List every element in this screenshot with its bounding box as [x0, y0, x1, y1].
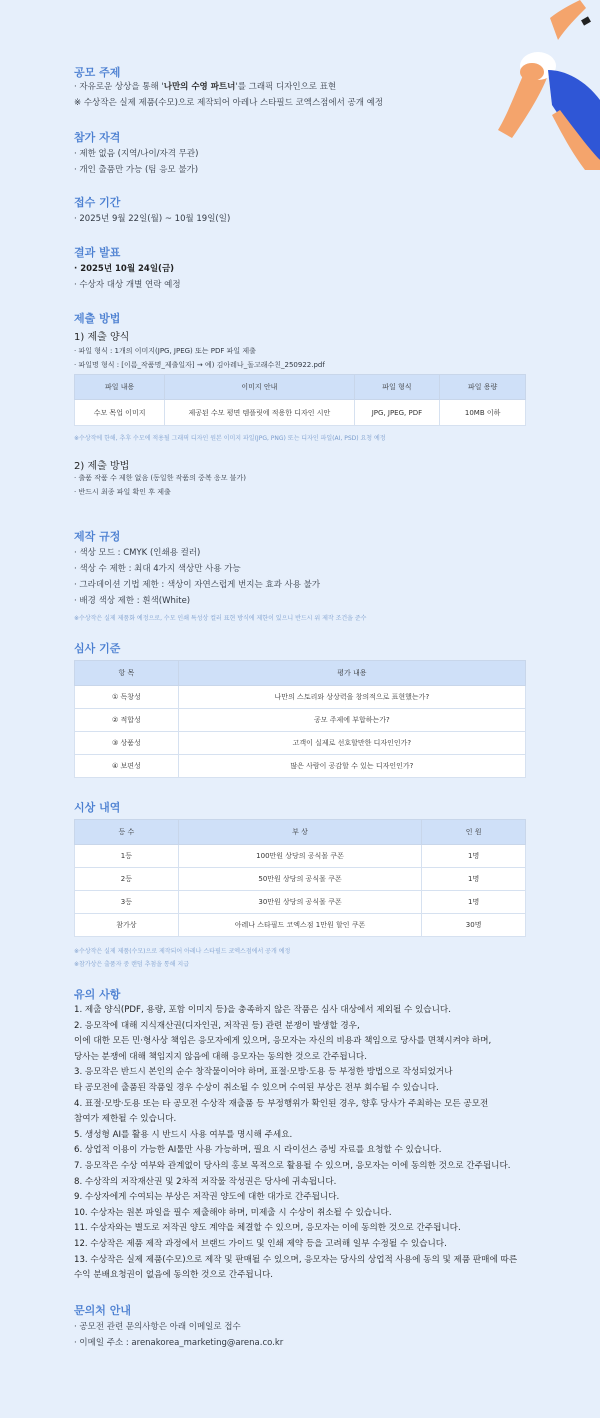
eligibility-title: 참가 자격 — [74, 131, 121, 144]
topic-line1: · 자유로운 상상을 통해 '나만의 수영 파트너'를 그래픽 디자인으로 표현 — [74, 82, 337, 92]
caution-line: 9. 수상자에게 수여되는 부상은 저작권 양도에 대한 대가로 간주됩니다. — [74, 1192, 340, 1203]
caution-line: 10. 수상자는 원본 파일을 필수 제출해야 하며, 미제출 시 수상이 취소될 수 있습니다. — [74, 1207, 392, 1218]
judging-cell: ① 독창성 — [75, 686, 179, 709]
submission-line: · 파일 형식 : 1개의 이미지(JPG, JPEG) 또는 PDF 파일 제출 — [74, 347, 256, 355]
submission-note: ※수상작에 한해, 추후 수모에 적용될 그래픽 디자인 원본 이미지 파일(JPG, PNG) 또는 디자인 파일(AI, PSD) 요청 예정 — [74, 435, 386, 442]
caution-line: 이에 대한 모든 민·형사상 책임은 응모자에게 있으며, 응모자는 자신의 비용과 책임으로 당사를 면책시켜야 하며, — [74, 1036, 492, 1047]
file-table-cell: 제공된 수모 평면 템플릿에 적용한 디자인 시안 — [165, 400, 354, 426]
awards-cell: 참가상 — [75, 914, 179, 937]
table-row — [75, 868, 526, 891]
judging-table — [74, 660, 526, 778]
submission-sub2: 2) 제출 방법 — [74, 461, 130, 472]
submission-sub1: 1) 제출 양식 — [74, 332, 130, 343]
awards-cell: 1명 — [422, 868, 526, 891]
period-line: · 2025년 9월 22일(월) ~ 10월 19일(일) — [74, 214, 231, 224]
caution-line: 7. 응모작은 수상 여부와 관계없이 당사의 홍보 목적으로 활용될 수 있으며, 응모자는 이에 동의한 것으로 간주됩니다. — [74, 1160, 511, 1171]
caution-line: 13. 수상작은 실제 제품(수모)으로 제작 및 판매될 수 있으며, 응모자는 당사의 상업적 사용에 동의 및 제품 판매에 따른 — [74, 1254, 518, 1265]
caution-line: 수익 분배요청권이 없음에 동의한 것으로 간주됩니다. — [74, 1270, 274, 1281]
result-title: 결과 발표 — [74, 246, 121, 259]
rules-line: · 배경 색상 제한 : 흰색(White) — [74, 596, 191, 606]
result-bold-line: · 2025년 10월 24일(금) — [74, 264, 175, 274]
caution-title: 유의 사항 — [74, 988, 121, 1001]
awards-cell: 30만원 상당의 공식몰 쿠폰 — [178, 891, 422, 914]
awards-cell: 30명 — [422, 914, 526, 937]
contact-line: · 이메일 주소 : arenakorea_marketing@arena.co.kr — [74, 1338, 284, 1348]
awards-cell: 1명 — [422, 891, 526, 914]
judging-cell: 많은 사람이 공감할 수 있는 디자인인가? — [178, 755, 525, 778]
result-line: · 수상자 대상 개별 연락 예정 — [74, 280, 181, 290]
submission-title: 제출 방법 — [74, 312, 121, 325]
judging-cell: ④ 보편성 — [75, 755, 179, 778]
contact-line: · 공모전 관련 문의사항은 아래 이메일로 접수 — [74, 1322, 241, 1332]
caution-line: 4. 표절·모방·도용 또는 타 공모전 수상작 재출품 등 부정행위가 확인된 경우, 향후 당사가 주최하는 모든 공모전 — [74, 1098, 489, 1109]
file-table-cell: 수모 목업 이미지 — [75, 400, 165, 426]
file-table-header: 파일 형식 — [354, 375, 440, 400]
rules-line: · 색상 수 제한 : 최대 4가지 색상만 사용 가능 — [74, 564, 241, 574]
table-row — [75, 709, 526, 732]
file-table-header: 파일 내용 — [75, 375, 165, 400]
awards-note: ※수상작은 실제 제품(수모)으로 제작되어 아레나 스타필드 코엑스점에서 공개 예정 — [74, 948, 291, 955]
contact-title: 문의처 안내 — [74, 1304, 131, 1317]
table-row — [75, 891, 526, 914]
awards-table — [74, 819, 526, 937]
table-row — [75, 845, 526, 868]
caution-line: 11. 수상자와는 별도로 저작권 양도 계약을 체결할 수 있으며, 응모자는 이에 동의한 것으로 간주됩니다. — [74, 1223, 461, 1234]
caution-line: 2. 응모작에 대해 지식재산권(디자인권, 저작권 등) 관련 분쟁이 발생할 경우, — [74, 1020, 360, 1031]
judging-title: 심사 기준 — [74, 642, 121, 655]
rules-note: ※수상작은 실제 제품화 예정으로, 수모 인쇄 특성상 컬러 표현 방식에 제한이 있으니 반드시 위 제작 조건을 준수 — [74, 615, 367, 622]
judging-header: 항 목 — [75, 661, 179, 686]
table-row — [75, 400, 526, 426]
eligibility-line: · 제한 없음 (지역/나이/자격 무관) — [74, 149, 199, 159]
awards-title: 시상 내역 — [74, 801, 121, 814]
caution-line: 타 공모전에 출품된 작품일 경우 수상이 취소될 수 있으며 수여된 부상은 전부 회수될 수 있습니다. — [74, 1082, 439, 1093]
awards-header: 인 원 — [422, 820, 526, 845]
swimmer-illustration — [490, 0, 600, 170]
topic-title: 공모 주제 — [74, 66, 121, 79]
table-row — [75, 732, 526, 755]
awards-cell: 3등 — [75, 891, 179, 914]
awards-cell: 1명 — [422, 845, 526, 868]
table-row — [75, 914, 526, 937]
judging-cell: 고객이 실제로 선호할만한 디자인인가? — [178, 732, 525, 755]
caution-list — [74, 1003, 534, 1284]
submission-line: · 파일명 형식 : [이름_작품명_제출일자] → 예) 김아레나_돌고래수친_250922.pdf — [74, 361, 325, 369]
judging-cell: ③ 상품성 — [75, 732, 179, 755]
awards-cell: 100만원 상당의 공식몰 쿠폰 — [178, 845, 422, 868]
awards-cell: 아레나 스타필드 코엑스점 1만원 할인 쿠폰 — [178, 914, 422, 937]
caution-line: 3. 응모작은 반드시 본인의 순수 창작물이어야 하며, 표절·모방·도용 등 부정한 방법으로 작성되었거나 — [74, 1067, 453, 1078]
file-table — [74, 374, 526, 426]
caution-line: 12. 수상작은 제품 제작 과정에서 브랜드 가이드 및 인쇄 제약 등을 고려해 일부 수정될 수 있습니다. — [74, 1238, 447, 1249]
judging-cell: ② 적합성 — [75, 709, 179, 732]
caution-line: 당사는 분쟁에 대해 책임지지 않음에 대해 응모자는 동의한 것으로 간주됩니다. — [74, 1051, 367, 1062]
file-table-cell: JPG, JPEG, PDF — [354, 400, 440, 426]
topic-line2: ※ 수상작은 실제 제품(수모)으로 제작되어 아레나 스타필드 코엑스점에서 공개 예정 — [74, 98, 384, 108]
judging-cell: 공모 주제에 부합하는가? — [178, 709, 525, 732]
judging-header: 평가 내용 — [178, 661, 525, 686]
file-table-header: 이미지 안내 — [165, 375, 354, 400]
rules-title: 제작 규정 — [74, 530, 121, 543]
caution-line: 1. 제출 양식(PDF, 용량, 포함 이미지 등)을 충족하지 않은 작품은 심사 대상에서 제외될 수 있습니다. — [74, 1005, 451, 1015]
caution-line: 참여가 제한될 수 있습니다. — [74, 1114, 177, 1125]
awards-note: ※참가상은 출품자 중 랜덤 추첨을 통해 지급 — [74, 961, 190, 968]
caution-line: 5. 생성형 AI를 활용 시 반드시 사용 여부를 명시해 주세요. — [74, 1129, 293, 1140]
file-table-cell: 10MB 이하 — [440, 400, 526, 426]
table-row — [75, 686, 526, 709]
rules-line: · 색상 모드 : CMYK (인쇄용 컬러) — [74, 548, 201, 558]
submission-line: · 출품 작품 수 제한 없음 (동일한 작품의 중복 응모 불가) — [74, 474, 246, 482]
file-table-header: 파일 용량 — [440, 375, 526, 400]
awards-cell: 2등 — [75, 868, 179, 891]
period-title: 접수 기간 — [74, 196, 121, 209]
awards-header: 부 상 — [178, 820, 422, 845]
awards-cell: 1등 — [75, 845, 179, 868]
table-row — [75, 755, 526, 778]
judging-cell: 나만의 스토리와 상상력을 창의적으로 표현했는가? — [178, 686, 525, 709]
eligibility-line: · 개인 출품만 가능 (팀 응모 불가) — [74, 165, 199, 175]
rules-line: · 그라데이션 기법 제한 : 색상이 자연스럽게 번지는 효과 사용 불가 — [74, 580, 321, 590]
caution-line: 6. 상업적 이용이 가능한 AI툴만 사용 가능하며, 필요 시 라이선스 증빙 자료를 요청할 수 있습니다. — [74, 1145, 442, 1156]
caution-line: 8. 수상작의 저작재산권 및 2차적 저작물 작성권은 당사에 귀속됩니다. — [74, 1176, 337, 1187]
submission-line: · 반드시 최종 파일 확인 후 제출 — [74, 488, 171, 496]
awards-header: 등 수 — [75, 820, 179, 845]
awards-cell: 50만원 상당의 공식몰 쿠폰 — [178, 868, 422, 891]
